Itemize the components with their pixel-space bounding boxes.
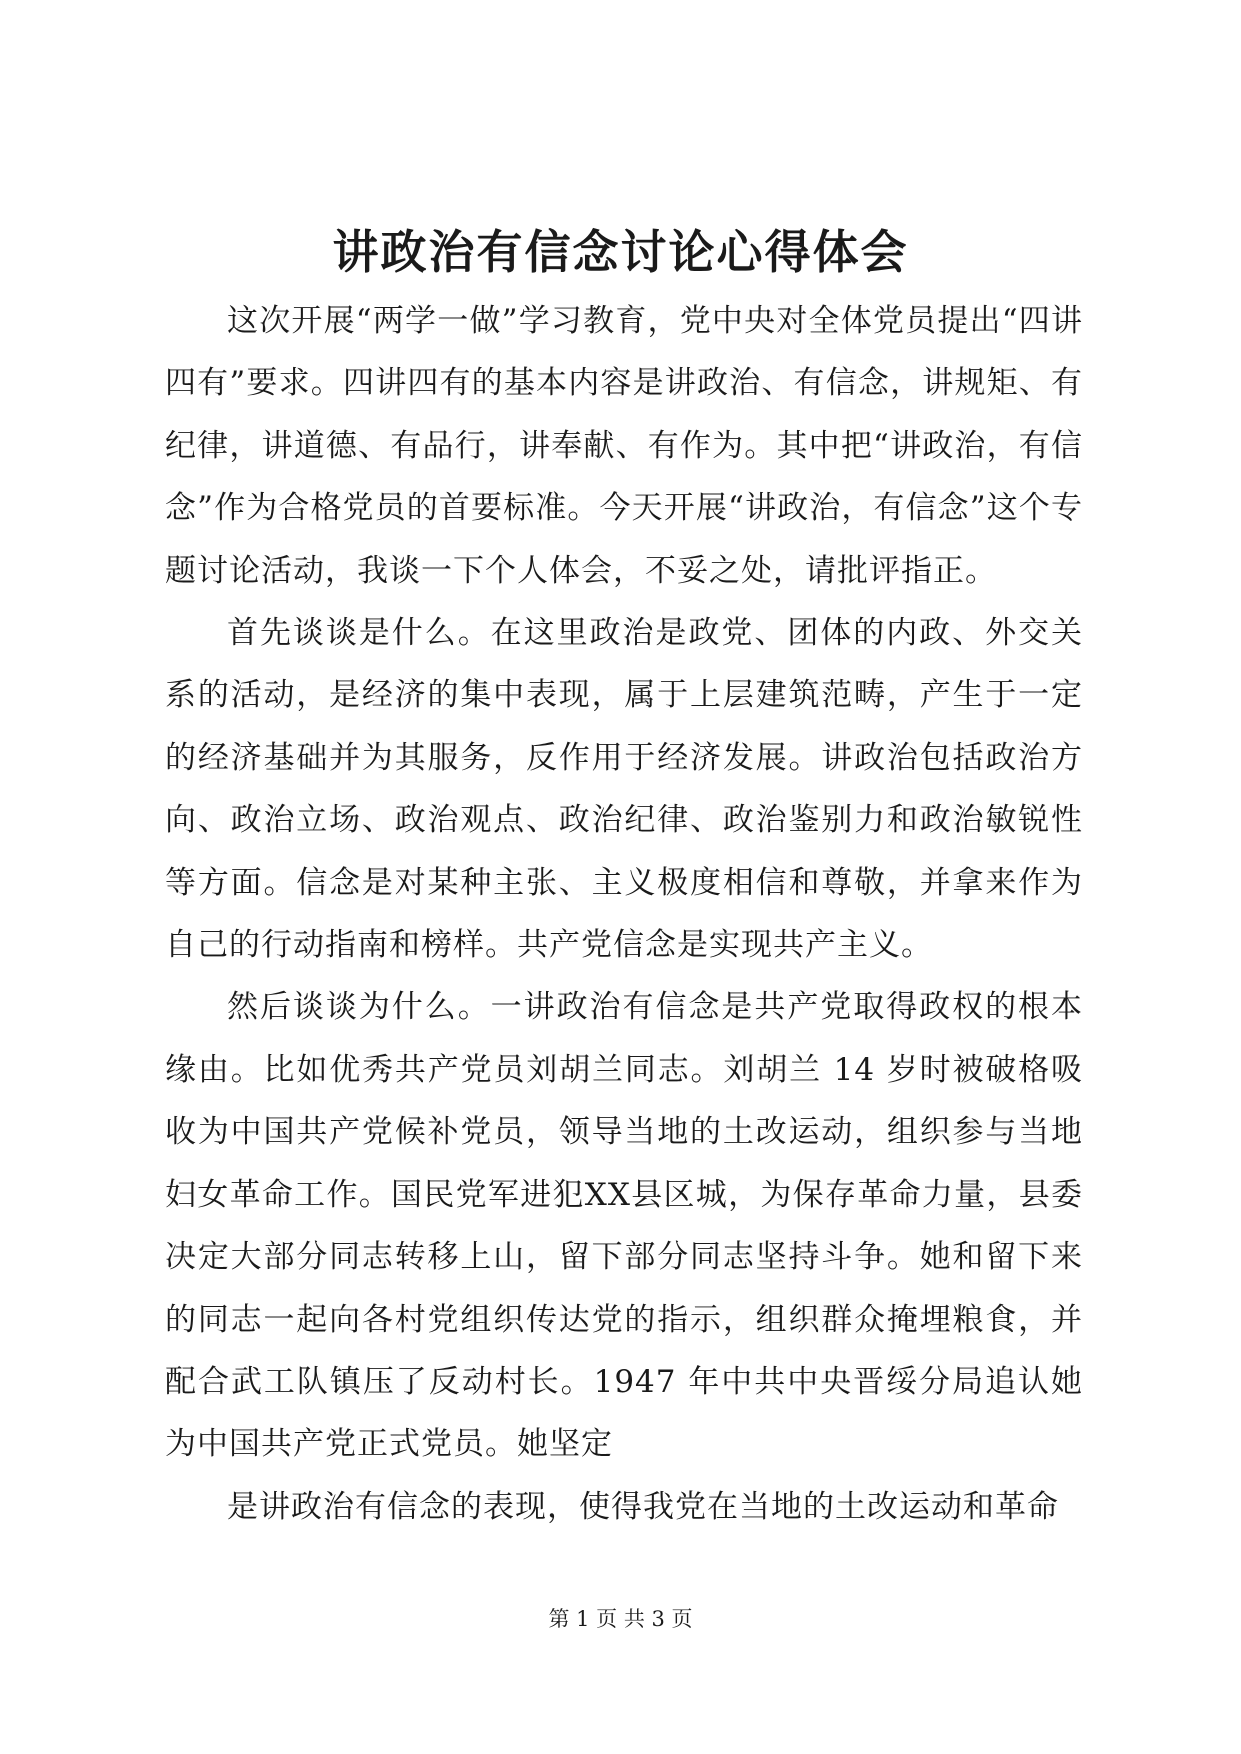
paragraph-4: 是讲政治有信念的表现，使得我党在当地的土改运动和革命 (227, 1488, 1059, 1525)
page-number-label: 第 1 页 共 3 页 (548, 1607, 693, 1631)
page-footer (0, 1605, 1241, 1633)
document-title: 讲政治有信念讨论心得体会 (332, 225, 909, 279)
paragraph-1: 这次开展“两学一做”学习教育，党中央对全体党员提出“四讲四有”要求。四讲四有的基本内容是讲政治、有信念，讲规矩、有纪律，讲道德、有品行，讲奉献、有作为。其中把“讲政治，有信念”作为合格党员的首要标准。今天开展“讲政治，有信念”这个专题讨论活动，我谈一下个人体会，不妥之处，请批评指正。 (165, 303, 1083, 589)
document-body (165, 290, 1083, 1538)
paragraph-2: 首先谈谈是什么。在这里政治是政党、团体的内政、外交关系的活动，是经济的集中表现，属于上层建筑范畴，产生于一定的经济基础并为其服务，反作用于经济发展。讲政治包括政治方向、政治立场、政治观点、政治纪律、政治鉴别力和政治敏锐性等方面。信念是对某种主张、主义极度相信和尊敬，并拿来作为自己的行动指南和榜样。共产党信念是实现共产主义。 (165, 615, 1083, 964)
paragraph-3: 然后谈谈为什么。一讲政治有信念是共产党取得政权的根本缘由。比如优秀共产党员刘胡兰同志。刘胡兰 14 岁时被破格吸收为中国共产党候补党员，领导当地的土改运动，组织参与当地妇女革命工作。国民党军进犯XX县区城，为保存革命力量，县委决定大部分同志转移上山，留下部分同志坚持斗争。她和留下来的同志一起向各村党组织传达党的指示，组织群众掩埋粮食，并配合武工队镇压了反动村长。1947 年中共中央晋绥分局追认她为中国共产党正式党员。她坚定 (165, 989, 1083, 1463)
